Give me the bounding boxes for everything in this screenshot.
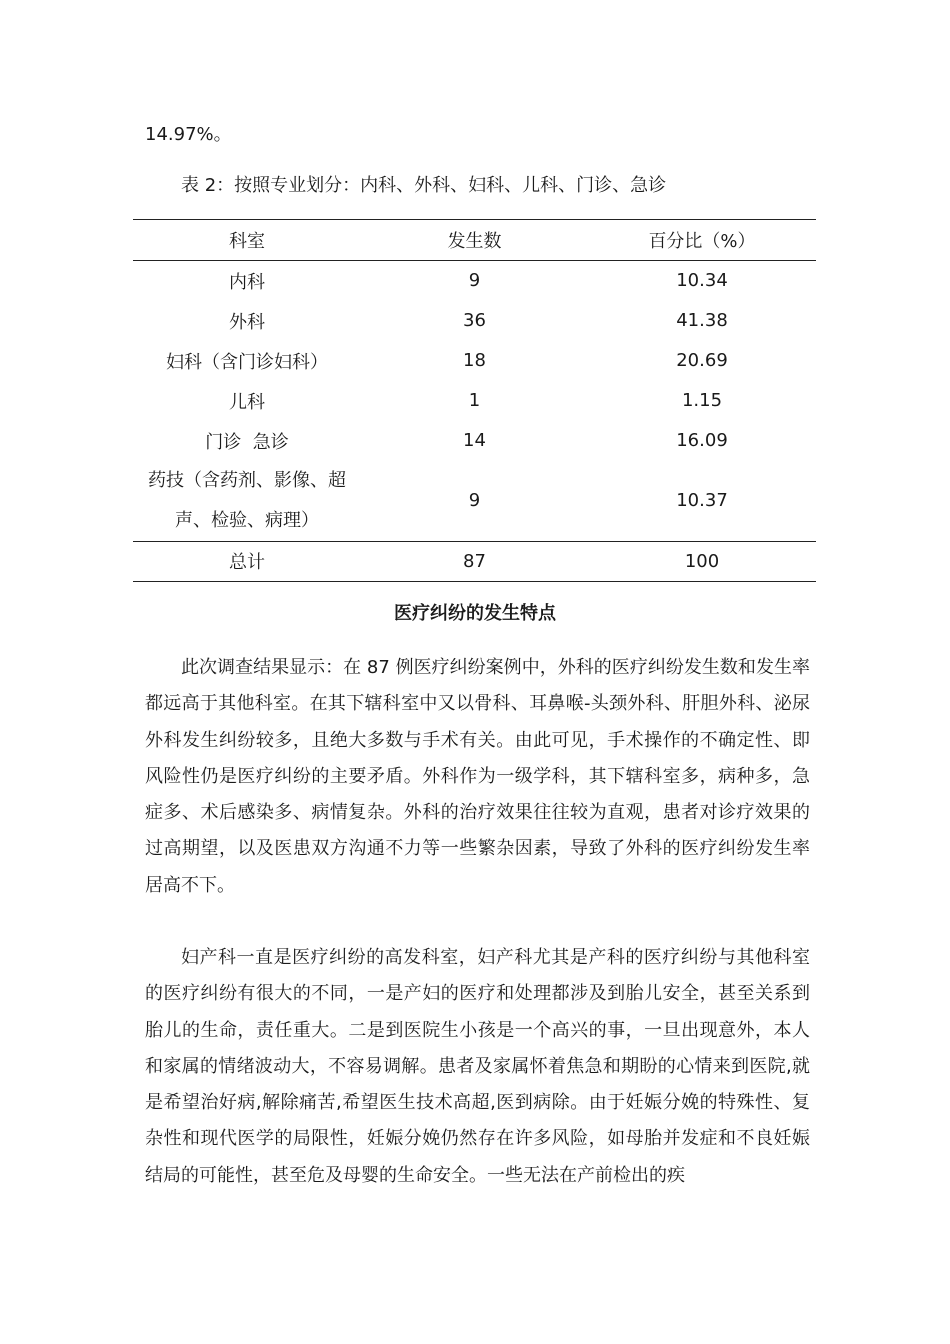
table-row (133, 421, 816, 461)
table-row (133, 301, 816, 341)
cell-department: 儿科 (229, 391, 265, 413)
cell-count: 14 (463, 430, 486, 451)
table-total-row (133, 541, 816, 581)
cell-count: 9 (468, 270, 481, 292)
department-table (133, 219, 816, 582)
total-label: 总计 (133, 541, 361, 581)
intro-text-tail: 14.97%。 (145, 124, 232, 145)
cell-department: 门诊 急诊 (205, 431, 289, 453)
cell-percentage: 16.09 (676, 430, 728, 451)
cell-count: 9 (468, 490, 481, 511)
cell-department: 妇科（含门诊妇科） (166, 351, 328, 373)
cell-count: 36 (463, 310, 486, 331)
table-row (133, 461, 816, 542)
paragraph-surgery: 此次调查结果显示：在 87 例医疗纠纷案例中，外科的医疗纠纷发生数和发生率都远高于其他科室。在其下辖科室中又以骨科、耳鼻喉-头颈外科、肝胆外科、泌尿外科发生纠纷较多，且绝大多数与手术有关。由此可见，手术操作的不确定性、即风险性仍是医疗纠纷的主要矛盾。外科作为一级学科，其下辖科室多，病种多，急症多、术后感染多、病情复杂。外科的治疗效果往往较为直观，患者对诊疗效果的过高期望，以及医患双方沟通不力等一些繁杂因素，导致了外科的医疗纠纷发生率居高不下。 (145, 657, 810, 896)
table-row (133, 341, 816, 381)
cell-department-line1: 药技（含药剂、影像、超 (148, 469, 346, 491)
cell-department (133, 461, 361, 542)
cell-count: 18 (463, 350, 486, 371)
header-percentage: 百分比（%） (588, 220, 816, 261)
cell-department: 外科 (229, 311, 265, 333)
cell-percentage: 20.69 (676, 350, 728, 371)
total-count: 87 (361, 541, 588, 581)
cell-percentage: 41.38 (676, 310, 728, 331)
cell-count: 1 (468, 390, 481, 411)
section-title: 医疗纠纷的发生特点 (394, 603, 556, 624)
header-count: 发生数 (361, 220, 588, 261)
cell-department: 内科 (229, 271, 265, 293)
table-row (133, 381, 816, 421)
total-percentage: 100 (588, 541, 816, 581)
cell-percentage: 1.15 (681, 390, 723, 411)
table-row (133, 261, 816, 301)
table-caption: 表 2：按照专业划分：内科、外科、妇科、儿科、门诊、急诊 (181, 175, 667, 196)
cell-department-line2: 声、检验、病理） (175, 509, 319, 531)
cell-percentage: 10.34 (676, 270, 728, 292)
cell-percentage: 10.37 (676, 490, 728, 511)
table-header-row (133, 220, 816, 261)
paragraph-obstetrics: 妇产科一直是医疗纠纷的高发科室，妇产科尤其是产科的医疗纠纷与其他科室的医疗纠纷有很大的不同，一是产妇的医疗和处理都涉及到胎儿安全，甚至关系到胎儿的生命，责任重大。二是到医院生小孩是一个高兴的事，一旦出现意外，本人和家属的情绪波动大，不容易调解。患者及家属怀着焦急和期盼的心情来到医院,就是希望治好病,解除痛苦,希望医生技术高超,医到病除。由于妊娠分娩的特殊性、复杂性和现代医学的局限性，妊娠分娩仍然存在许多风险，如母胎并发症和不良妊娠结局的可能性，甚至危及母婴的生命安全。一些无法在产前检出的疾 (145, 947, 810, 1186)
header-department: 科室 (133, 220, 361, 261)
